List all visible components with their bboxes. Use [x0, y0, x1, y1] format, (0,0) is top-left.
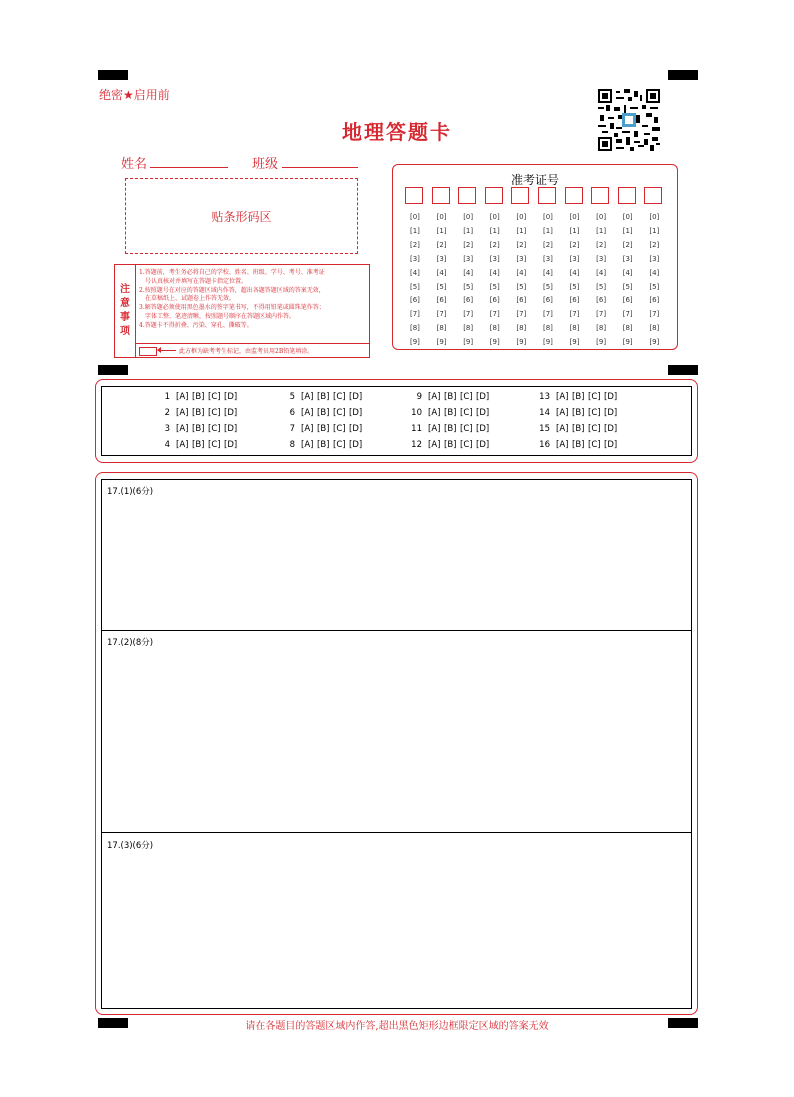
question-row	[281, 392, 365, 402]
digit-bubble[interactable]: [3]	[542, 254, 553, 263]
digit-box[interactable]	[432, 187, 450, 204]
option-bubble[interactable]: [B]	[444, 440, 457, 450]
digit-column	[405, 211, 432, 350]
option-bubble[interactable]: [D]	[224, 392, 238, 402]
notice-box	[114, 264, 370, 358]
question-number: 15	[539, 424, 550, 434]
question-row	[408, 424, 492, 434]
question-number: 3	[164, 424, 170, 434]
digit-bubble[interactable]: [4]	[489, 268, 500, 277]
digit-bubble[interactable]: [4]	[596, 268, 607, 277]
absent-mark-row	[135, 343, 369, 358]
option-bubble[interactable]: [B]	[572, 408, 585, 418]
digit-bubble[interactable]: [8]	[542, 324, 553, 333]
answer-divider	[102, 630, 692, 631]
digit-bubble[interactable]: [0]	[569, 213, 580, 221]
option-bubble[interactable]: [C]	[460, 408, 473, 418]
digit-bubble[interactable]: [6]	[436, 296, 447, 305]
question-row	[536, 408, 620, 418]
digit-bubble[interactable]: [3]	[622, 254, 633, 263]
option-bubble[interactable]: [A]	[301, 408, 314, 418]
answer-divider	[102, 832, 692, 833]
question-number: 10	[411, 408, 422, 418]
option-bubble[interactable]: [A]	[428, 392, 441, 402]
question-number: 12	[411, 440, 422, 450]
answer-area[interactable]	[102, 498, 691, 628]
digit-bubble[interactable]: [6]	[596, 296, 607, 305]
digit-bubble[interactable]: [7]	[489, 310, 500, 319]
digit-bubble[interactable]: [3]	[410, 254, 420, 263]
digit-bubble[interactable]: [0]	[436, 213, 447, 221]
digit-bubble[interactable]: [9]	[463, 338, 474, 347]
option-bubble[interactable]: [D]	[224, 424, 238, 434]
digit-column	[644, 211, 671, 350]
answer-area[interactable]	[102, 852, 691, 1007]
question-number: 11	[411, 424, 422, 434]
option-bubble[interactable]: [D]	[476, 440, 490, 450]
notice-text: 1.答题前，考生务必将自己的学校、姓名、班级、学号、考号、准考证 号认真核对并填写在答题卡指定位置。 2.按照题号在对应的答题区域内作答，超出各题答题区域的答案无效， 在草稿纸上、试题卷上作答无效。 3.解答题必须使用黑色墨水的签字笔书写，不得用铅笔或圆珠笔作答； 字体工整、笔迹清晰，按照题号顺序在答题区域内作答。 4.答题卡不得折叠、污染、穿孔、撕破等。	[139, 269, 325, 329]
question-number: 14	[539, 408, 550, 418]
digit-bubble[interactable]: [1]	[622, 226, 633, 235]
option-bubble[interactable]: [D]	[604, 424, 618, 434]
option-bubble[interactable]: [B]	[192, 392, 205, 402]
digit-bubble[interactable]: [9]	[489, 338, 500, 347]
absent-checkbox[interactable]	[139, 347, 157, 356]
digit-bubble[interactable]: [1]	[463, 226, 474, 235]
digit-bubble[interactable]: [2]	[463, 240, 474, 249]
option-bubble[interactable]: [A]	[556, 440, 569, 450]
digit-bubble[interactable]: [7]	[569, 310, 580, 319]
arrow-head-icon	[157, 347, 161, 353]
option-bubble[interactable]: [C]	[588, 424, 601, 434]
digit-column	[565, 211, 592, 350]
digit-bubble[interactable]: [5]	[569, 282, 580, 291]
barcode-area	[125, 178, 358, 254]
option-bubble[interactable]: [A]	[428, 440, 441, 450]
digit-bubble[interactable]: [9]	[622, 338, 633, 347]
option-bubble[interactable]: [C]	[460, 440, 473, 450]
digit-bubble[interactable]: [2]	[516, 240, 527, 249]
digit-box[interactable]	[405, 187, 423, 204]
digit-bubble[interactable]: [8]	[436, 324, 447, 333]
digit-column	[538, 211, 565, 350]
class-field[interactable]	[282, 167, 358, 168]
digit-bubble[interactable]: [9]	[596, 338, 607, 347]
name-label: 姓名	[121, 157, 148, 172]
digit-bubble[interactable]: [2]	[649, 240, 660, 249]
answer-label: 17.(3)(6分)	[107, 841, 154, 851]
digit-bubble[interactable]: [7]	[410, 310, 420, 319]
option-bubble[interactable]: [C]	[460, 424, 473, 434]
digit-bubble[interactable]: [3]	[436, 254, 447, 263]
digit-bubble[interactable]: [1]	[596, 226, 607, 235]
question-row	[156, 440, 240, 450]
option-bubble[interactable]: [A]	[301, 440, 314, 450]
digit-bubble[interactable]: [0]	[542, 213, 553, 221]
digit-bubble[interactable]: [3]	[596, 254, 607, 263]
digit-bubble[interactable]: [5]	[622, 282, 633, 291]
option-bubble[interactable]: [A]	[301, 392, 314, 402]
digit-bubble[interactable]: [4]	[516, 268, 527, 277]
option-bubble[interactable]: [A]	[176, 440, 189, 450]
digit-bubble[interactable]: [4]	[542, 268, 553, 277]
option-bubble[interactable]: [C]	[208, 440, 221, 450]
digit-box[interactable]	[591, 187, 609, 204]
option-bubble[interactable]: [C]	[460, 392, 473, 402]
option-bubble[interactable]: [C]	[588, 440, 601, 450]
digit-bubble[interactable]: [2]	[410, 240, 420, 249]
digit-bubble-grid	[405, 211, 671, 350]
digit-bubble[interactable]: [1]	[516, 226, 527, 235]
digit-box[interactable]	[565, 187, 583, 204]
digit-bubble[interactable]: [5]	[463, 282, 474, 291]
option-bubble[interactable]: [A]	[301, 424, 314, 434]
question-number: 13	[539, 392, 550, 402]
digit-bubble[interactable]: [9]	[569, 338, 580, 347]
digit-bubble[interactable]: [0]	[489, 213, 500, 221]
option-bubble[interactable]: [A]	[428, 424, 441, 434]
option-bubble[interactable]: [C]	[333, 440, 346, 450]
option-bubble[interactable]: [D]	[604, 440, 618, 450]
digit-bubble[interactable]: [0]	[622, 213, 633, 221]
digit-bubble[interactable]: [8]	[622, 324, 633, 333]
option-bubble[interactable]: [D]	[224, 408, 238, 418]
digit-bubble[interactable]: [1]	[410, 226, 420, 235]
digit-bubble[interactable]: [1]	[542, 226, 553, 235]
digit-bubble[interactable]: [6]	[463, 296, 474, 305]
digit-bubble[interactable]: [7]	[622, 310, 633, 319]
footer-note: 请在各题目的答题区域内作答,超出黑色矩形边框限定区域的答案无效	[245, 1021, 549, 1032]
digit-bubble[interactable]: [3]	[463, 254, 474, 263]
digit-bubble[interactable]: [1]	[649, 226, 660, 235]
digit-bubble[interactable]: [5]	[649, 282, 660, 291]
option-bubble[interactable]: [B]	[317, 408, 330, 418]
option-bubble[interactable]: [B]	[572, 392, 585, 402]
digit-bubble[interactable]: [8]	[489, 324, 500, 333]
digit-bubble[interactable]: [2]	[596, 240, 607, 249]
option-bubble[interactable]: [B]	[444, 424, 457, 434]
digit-bubble[interactable]: [5]	[596, 282, 607, 291]
digit-bubble[interactable]: [9]	[410, 338, 420, 347]
question-row	[536, 424, 620, 434]
digit-bubble[interactable]: [8]	[569, 324, 580, 333]
option-bubble[interactable]: [B]	[572, 440, 585, 450]
option-bubble[interactable]: [B]	[317, 424, 330, 434]
digit-bubble[interactable]: [7]	[516, 310, 527, 319]
digit-box[interactable]	[618, 187, 636, 204]
option-bubble[interactable]: [C]	[333, 408, 346, 418]
exam-number-panel	[392, 164, 678, 350]
digit-bubble[interactable]: [8]	[463, 324, 474, 333]
digit-bubble[interactable]: [7]	[596, 310, 607, 319]
digit-bubble[interactable]: [4]	[410, 268, 420, 277]
option-bubble[interactable]: [C]	[208, 392, 221, 402]
name-field[interactable]	[150, 167, 228, 168]
exam-number-title: 准考证号	[510, 173, 559, 187]
option-bubble[interactable]: [B]	[444, 392, 457, 402]
digit-bubble[interactable]: [1]	[489, 226, 500, 235]
class-label: 班级	[252, 157, 279, 172]
question-number: 2	[164, 408, 170, 418]
digit-bubble[interactable]: [6]	[649, 296, 660, 305]
question-row	[156, 392, 240, 402]
option-bubble[interactable]: [D]	[476, 408, 490, 418]
option-bubble[interactable]: [B]	[444, 408, 457, 418]
answer-label: 17.(2)(8分)	[107, 638, 154, 648]
question-number: 6	[289, 408, 295, 418]
digit-bubble[interactable]: [0]	[649, 213, 660, 221]
question-row	[408, 408, 492, 418]
digit-bubble[interactable]: [6]	[489, 296, 500, 305]
digit-bubble[interactable]: [5]	[410, 282, 420, 291]
option-bubble[interactable]: [B]	[192, 408, 205, 418]
question-number: 5	[289, 392, 295, 402]
option-bubble[interactable]: [C]	[208, 424, 221, 434]
digit-bubble[interactable]: [0]	[410, 213, 420, 221]
digit-bubble[interactable]: [7]	[649, 310, 660, 319]
digit-box[interactable]	[538, 187, 556, 204]
registration-mark	[668, 365, 698, 375]
question-number: 9	[416, 392, 422, 402]
question-row	[408, 440, 492, 450]
question-row	[281, 440, 365, 450]
option-bubble[interactable]: [A]	[556, 392, 569, 402]
question-row	[536, 440, 620, 450]
digit-bubble[interactable]: [2]	[569, 240, 580, 249]
option-bubble[interactable]: [C]	[588, 392, 601, 402]
digit-column	[458, 211, 485, 350]
question-number: 16	[539, 440, 550, 450]
digit-bubble[interactable]: [0]	[516, 213, 527, 221]
qr-code-icon	[598, 89, 660, 151]
question-number: 4	[164, 440, 170, 450]
option-bubble[interactable]: [D]	[349, 440, 363, 450]
page-title: 地理答题卡	[342, 120, 452, 144]
question-number: 8	[289, 440, 295, 450]
digit-bubble[interactable]: [4]	[622, 268, 633, 277]
digit-bubble[interactable]: [3]	[489, 254, 500, 263]
question-row	[281, 408, 365, 418]
digit-bubble[interactable]: [6]	[622, 296, 633, 305]
option-bubble[interactable]: [B]	[192, 440, 205, 450]
absent-note: 此方框为缺考考生标记，由监考员用2B铅笔填涂。	[179, 348, 314, 355]
option-bubble[interactable]: [A]	[176, 424, 189, 434]
digit-column	[432, 211, 459, 350]
answer-label: 17.(1)(6分)	[107, 487, 154, 497]
option-bubble[interactable]: [B]	[572, 424, 585, 434]
digit-column	[618, 211, 645, 350]
question-row	[156, 408, 240, 418]
option-bubble[interactable]: [D]	[224, 440, 238, 450]
option-bubble[interactable]: [D]	[604, 392, 618, 402]
digit-column	[511, 211, 538, 350]
digit-bubble[interactable]: [4]	[649, 268, 660, 277]
option-bubble[interactable]: [B]	[192, 424, 205, 434]
digit-column	[485, 211, 512, 350]
digit-bubble[interactable]: [8]	[596, 324, 607, 333]
digit-bubble[interactable]: [7]	[542, 310, 553, 319]
digit-bubble[interactable]: [8]	[410, 324, 420, 333]
digit-bubble[interactable]: [4]	[436, 268, 447, 277]
option-bubble[interactable]: [B]	[317, 440, 330, 450]
digit-bubble[interactable]: [4]	[569, 268, 580, 277]
digit-bubble[interactable]: [9]	[542, 338, 553, 347]
digit-bubble[interactable]: [6]	[569, 296, 580, 305]
digit-bubble[interactable]: [1]	[569, 226, 580, 235]
digit-bubble[interactable]: [5]	[489, 282, 500, 291]
digit-bubble[interactable]: [1]	[436, 226, 447, 235]
digit-bubble[interactable]: [5]	[516, 282, 527, 291]
option-bubble[interactable]: [D]	[349, 424, 363, 434]
option-bubble[interactable]: [A]	[176, 392, 189, 402]
digit-bubble[interactable]: [2]	[542, 240, 553, 249]
option-bubble[interactable]: [D]	[349, 408, 363, 418]
barcode-label: 贴条形码区	[211, 209, 272, 224]
question-row	[156, 424, 240, 434]
confidential-label: 绝密★启用前	[99, 88, 170, 102]
digit-bubble[interactable]: [6]	[542, 296, 553, 305]
digit-box[interactable]	[511, 187, 529, 204]
digit-bubble[interactable]: [3]	[569, 254, 580, 263]
digit-bubble[interactable]: [6]	[410, 296, 420, 305]
digit-box[interactable]	[458, 187, 476, 204]
option-bubble[interactable]: [C]	[333, 392, 346, 402]
option-bubble[interactable]: [A]	[556, 408, 569, 418]
digit-bubble[interactable]: [2]	[489, 240, 500, 249]
digit-box[interactable]	[485, 187, 503, 204]
option-bubble[interactable]: [B]	[317, 392, 330, 402]
option-bubble[interactable]: [C]	[588, 408, 601, 418]
digit-bubble[interactable]: [7]	[436, 310, 447, 319]
digit-bubble[interactable]: [2]	[622, 240, 633, 249]
option-bubble[interactable]: [C]	[208, 408, 221, 418]
answer-area[interactable]	[102, 650, 691, 830]
exam-number-boxes	[405, 187, 671, 204]
notice-heading: 注 意 事 项	[115, 265, 136, 357]
question-number: 7	[289, 424, 295, 434]
option-bubble[interactable]: [D]	[476, 424, 490, 434]
digit-box[interactable]	[644, 187, 662, 204]
option-bubble[interactable]: [D]	[604, 408, 618, 418]
question-row	[281, 424, 365, 434]
digit-bubble[interactable]: [8]	[649, 324, 660, 333]
digit-bubble[interactable]: [2]	[436, 240, 447, 249]
digit-bubble[interactable]: [3]	[649, 254, 660, 263]
registration-mark	[98, 70, 128, 80]
question-number: 1	[164, 392, 170, 402]
digit-bubble[interactable]: [5]	[542, 282, 553, 291]
digit-bubble[interactable]: [0]	[596, 213, 607, 221]
digit-bubble[interactable]: [9]	[436, 338, 447, 347]
option-bubble[interactable]: [D]	[476, 392, 490, 402]
option-bubble[interactable]: [A]	[556, 424, 569, 434]
digit-column	[591, 211, 618, 350]
digit-bubble[interactable]: [3]	[516, 254, 527, 263]
digit-bubble[interactable]: [8]	[516, 324, 527, 333]
question-row	[536, 392, 620, 402]
registration-mark	[668, 70, 698, 80]
digit-bubble[interactable]: [4]	[463, 268, 474, 277]
digit-bubble[interactable]: [7]	[463, 310, 474, 319]
option-bubble[interactable]: [A]	[176, 408, 189, 418]
option-bubble[interactable]: [C]	[333, 424, 346, 434]
option-bubble[interactable]: [A]	[428, 408, 441, 418]
registration-mark	[98, 365, 128, 375]
digit-bubble[interactable]: [5]	[436, 282, 447, 291]
option-bubble[interactable]: [D]	[349, 392, 363, 402]
digit-bubble[interactable]: [9]	[649, 338, 660, 347]
question-row	[408, 392, 492, 402]
digit-bubble[interactable]: [9]	[516, 338, 527, 347]
digit-bubble[interactable]: [0]	[463, 213, 474, 221]
digit-bubble[interactable]: [6]	[516, 296, 527, 305]
